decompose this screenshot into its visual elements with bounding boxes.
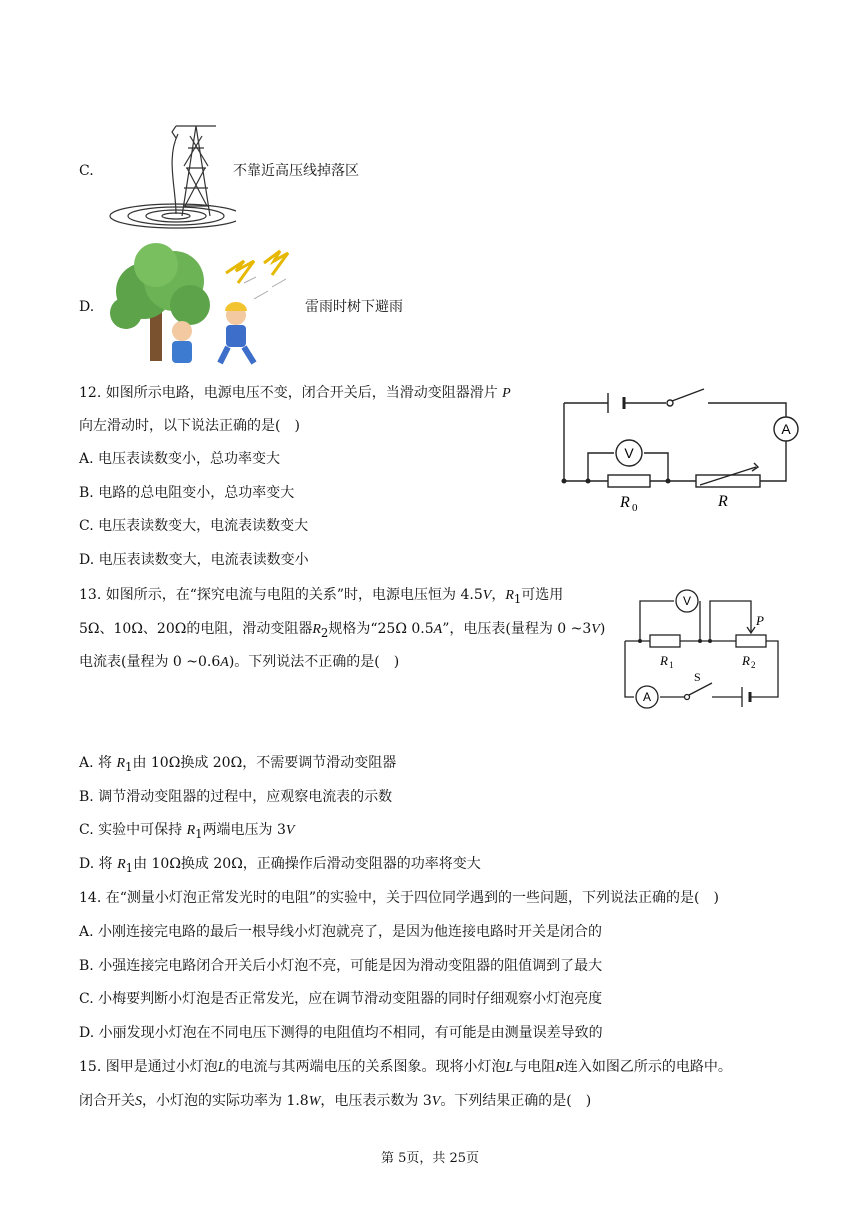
q13-symbol-r1: R bbox=[186, 823, 196, 838]
q13-p-label: P bbox=[756, 613, 764, 628]
q12-stem-line1 bbox=[79, 383, 511, 404]
high-voltage-tower-image bbox=[96, 118, 236, 230]
q14-stem: 14. 在“测量小灯泡正常发光时的电阻”的实验中，关于四位同学遇到的一些问题，下列说法正确的是( ) bbox=[79, 890, 719, 906]
q12-option-b: B. 电路的总电阻变小，总功率变大 bbox=[79, 485, 295, 501]
q13-stem-text: ) bbox=[599, 621, 606, 637]
q12-option-a: A. 电压表读数变小，总功率变大 bbox=[79, 451, 281, 467]
q13-symbol-r1-sub: 1 bbox=[513, 591, 522, 606]
q15-stem-text: 与电阻 bbox=[513, 1059, 556, 1075]
q15-stem-text: 连入如图乙所示的电路中。 bbox=[563, 1059, 732, 1075]
q13-r1-subscript: 1 bbox=[669, 660, 674, 670]
q13-symbol-r1: R bbox=[505, 588, 514, 603]
q13-option-a bbox=[79, 753, 396, 777]
q13-symbol-r1-sub: 1 bbox=[125, 860, 134, 875]
q13-stem-text: 13. 如图所示，在“探究电流与电阻的关系”时，电源电压恒为 4.5 bbox=[79, 587, 483, 603]
q13-symbol-r1-sub: 1 bbox=[195, 826, 203, 841]
q13-voltmeter-label: V bbox=[682, 594, 692, 608]
q13-unit-v: V bbox=[285, 823, 295, 838]
q15-stem-text: 15. 图甲是通过小灯泡 bbox=[79, 1059, 218, 1075]
q14-option-a: A. 小刚连接完电路的最后一根导线小灯泡就亮了，是因为他连接电路时开关是闭合的 bbox=[79, 924, 603, 940]
q12-r0-subscript: 0 bbox=[632, 502, 638, 514]
q12-option-d: D. 电压表读数变大，电流表读数变小 bbox=[79, 552, 309, 568]
q13-r1-label: R bbox=[660, 653, 668, 668]
q12-r0-label: R bbox=[620, 494, 630, 511]
q15-symbol-r: R bbox=[555, 1060, 564, 1075]
q13-option-d-prefix: D. 将 bbox=[79, 856, 118, 872]
q14-option-c: C. 小梅要判断小灯泡是否正常发光，应在调节滑动变阻器的同时仔细观察小灯泡亮度 bbox=[79, 991, 603, 1007]
q12-stem-text: 12. 如图所示电路，电源电压不变，闭合开关后，当滑动变阻器滑片 bbox=[79, 385, 498, 401]
q13-symbol-r1: R bbox=[117, 857, 126, 872]
q13-switch-label: S bbox=[694, 670, 701, 684]
q13-option-d bbox=[79, 854, 481, 878]
q12-option-c: C. 电压表读数变大，电流表读数变大 bbox=[79, 518, 309, 534]
q12-r-label: R bbox=[718, 493, 728, 510]
q13-r2-subscript: 2 bbox=[751, 660, 756, 670]
q13-option-d-text: 由 10Ω换成 20Ω，正确操作后滑动变阻器的功率将变大 bbox=[133, 856, 481, 872]
q13-stem-text: 规格为“25Ω 0.5 bbox=[328, 621, 434, 637]
q15-symbol-l: L bbox=[505, 1060, 514, 1075]
q13-stem-line2 bbox=[79, 619, 605, 643]
q15-stem-line2 bbox=[79, 1091, 591, 1112]
q14-option-d: D. 小丽发现小灯泡在不同电压下测得的电阻值均不相同，有可能是由测量误差导致的 bbox=[79, 1025, 603, 1041]
q15-stem-text: 闭合开关 bbox=[79, 1093, 135, 1109]
page-footer: 第 5页，共 25页 bbox=[380, 1151, 480, 1166]
q13-option-a-prefix: A. 将 bbox=[79, 755, 117, 771]
q13-option-c bbox=[79, 820, 294, 844]
q13-circuit-diagram bbox=[620, 585, 785, 713]
q13-stem-text: )。下列说法不正确的是( ) bbox=[228, 654, 400, 670]
q15-stem-text: ，电压表示数为 3 bbox=[320, 1093, 432, 1109]
q13-symbol-r1: R bbox=[116, 756, 126, 771]
q15-unit-w: W bbox=[308, 1094, 321, 1109]
q12-stem-line2: 向左滑动时，以下说法正确的是( ) bbox=[79, 418, 300, 434]
q13-stem-text: ”，电压表(量程为 0 ~3 bbox=[442, 621, 592, 637]
option-d-letter: D. bbox=[79, 299, 95, 315]
option-d-text: 雷雨时树下避雨 bbox=[305, 299, 403, 315]
q13-r2-label: R bbox=[742, 653, 750, 668]
q13-unit-v: V bbox=[482, 588, 492, 603]
q13-unit-v: V bbox=[591, 622, 600, 637]
q13-option-a-text: 由 10Ω换成 20Ω，不需要调节滑动变阻器 bbox=[132, 755, 397, 771]
q13-option-c-prefix: C. 实验中可保持 bbox=[79, 822, 187, 838]
q13-ammeter-label: A bbox=[642, 690, 652, 704]
q13-stem-text: 5Ω、10Ω、20Ω的电阻，滑动变阻器 bbox=[79, 621, 313, 637]
q13-stem-text: 电流表(量程为 0 ~0.6 bbox=[79, 654, 221, 670]
q15-unit-v: V bbox=[431, 1094, 441, 1109]
option-c-text: 不靠近高压线掉落区 bbox=[233, 163, 359, 179]
q15-symbol-s: S bbox=[135, 1094, 142, 1109]
q13-stem-line3 bbox=[79, 652, 399, 673]
q15-stem-text: 的电流与其两端电压的关系图象。现将小灯泡 bbox=[225, 1059, 506, 1075]
q15-stem-line1 bbox=[79, 1057, 732, 1078]
q15-symbol-l: L bbox=[217, 1060, 226, 1075]
q13-option-b: B. 调节滑动变阻器的过程中，应观察电流表的示数 bbox=[79, 789, 393, 805]
q13-symbol-r1-sub: 1 bbox=[125, 759, 133, 774]
q15-stem-text: 。下列结果正确的是( ) bbox=[440, 1093, 592, 1109]
option-c-letter: C. bbox=[79, 163, 94, 179]
q13-option-c-text: 两端电压为 3 bbox=[202, 822, 286, 838]
q12-ammeter-label: A bbox=[781, 421, 791, 437]
q15-stem-text: ，小灯泡的实际功率为 1.8 bbox=[142, 1093, 309, 1109]
q12-circuit-diagram bbox=[558, 385, 808, 515]
q13-stem-text: ， bbox=[491, 587, 506, 603]
q13-unit-a: A bbox=[433, 622, 443, 637]
q13-stem-text: 可选用 bbox=[521, 587, 564, 603]
q13-symbol-r2: R bbox=[312, 622, 321, 637]
q13-stem-line1 bbox=[79, 585, 563, 609]
q12-voltmeter-label: V bbox=[624, 445, 634, 461]
q13-unit-a: A bbox=[220, 655, 229, 670]
tree-lightning-image bbox=[104, 243, 304, 368]
q14-option-b: B. 小强连接完电路闭合开关后小灯泡不亮，可能是因为滑动变阻器的阻值调到了最大 bbox=[79, 958, 603, 974]
q13-symbol-r2-sub: 2 bbox=[320, 625, 329, 640]
q12-var-p: P bbox=[502, 386, 511, 401]
